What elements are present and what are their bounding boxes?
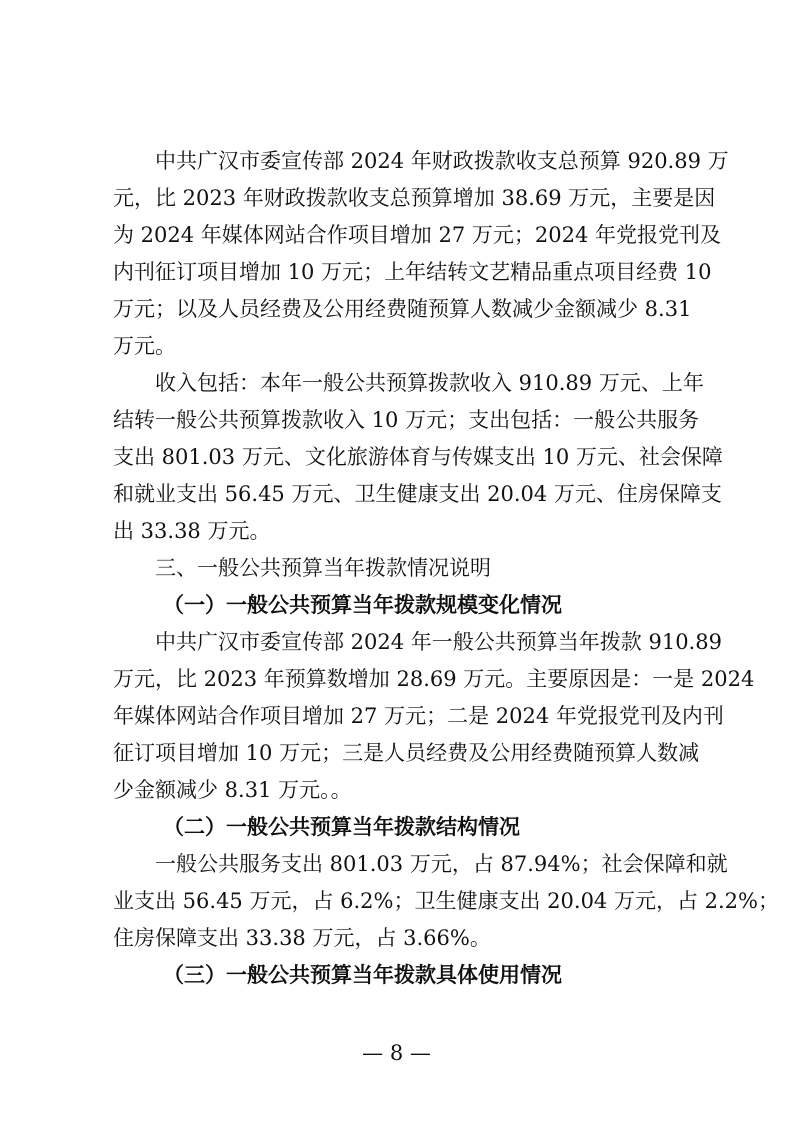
- subsection-heading: （二）一般公共预算当年拨款结构情况: [163, 814, 520, 839]
- paragraph-line: 万元；以及人员经费及公用经费随预算人数减少金额减少 8.31: [113, 297, 692, 321]
- paragraph-line: 和就业支出 56.45 万元、卫生健康支出 20.04 万元、住房保障支: [113, 482, 722, 506]
- paragraph-line: 征订项目增加 10 万元；三是人员经费及公用经费随预算人数减: [113, 741, 700, 765]
- paragraph-line: 少金额减少 8.31 万元。。: [113, 778, 352, 802]
- paragraph-line: 一般公共服务支出 801.03 万元，占 87.94%；社会保障和就: [155, 852, 728, 876]
- subsection-heading: （三）一般公共预算当年拨款具体使用情况: [163, 962, 562, 987]
- paragraph-line: 收入包括：本年一般公共预算拨款收入 910.89 万元、上年: [155, 371, 704, 395]
- paragraph-line: 支出 801.03 万元、文化旅游体育与传媒支出 10 万元、社会保障: [113, 445, 723, 469]
- paragraph-line: 业支出 56.45 万元，占 6.2%；卫生健康支出 20.04 万元，占 2.2%；: [113, 889, 779, 913]
- paragraph-line: 结转一般公共预算拨款收入 10 万元；支出包括：一般公共服务: [113, 408, 700, 432]
- paragraph-line: 元，比 2023 年财政拨款收支总预算增加 38.69 万元，主要是因: [113, 186, 716, 210]
- page-number: — 8 —: [362, 1041, 431, 1065]
- paragraph-line: 住房保障支出 33.38 万元，占 3.66%。: [113, 926, 491, 950]
- paragraph-line: 中共广汉市委宣传部 2024 年财政拨款收支总预算 920.89 万: [155, 149, 729, 173]
- paragraph-line: 中共广汉市委宣传部 2024 年一般公共预算当年拨款 910.89: [155, 630, 722, 654]
- paragraph-line: 年媒体网站合作项目增加 27 万元；二是 2024 年党报党刊及内刊: [113, 704, 724, 728]
- section-heading: 三、一般公共预算当年拨款情况说明: [155, 556, 491, 580]
- paragraph-line: 万元。: [113, 334, 176, 358]
- subsection-heading: （一）一般公共预算当年拨款规模变化情况: [163, 592, 562, 617]
- paragraph-line: 内刊征订项目增加 10 万元；上年结转文艺精品重点项目经费 10: [113, 260, 712, 284]
- paragraph-line: 为 2024 年媒体网站合作项目增加 27 万元；2024 年党报党刊及: [113, 223, 721, 247]
- paragraph-line: 出 33.38 万元。: [113, 519, 271, 543]
- paragraph-line: 万元，比 2023 年预算数增加 28.69 万元。主要原因是：一是 2024: [113, 667, 755, 691]
